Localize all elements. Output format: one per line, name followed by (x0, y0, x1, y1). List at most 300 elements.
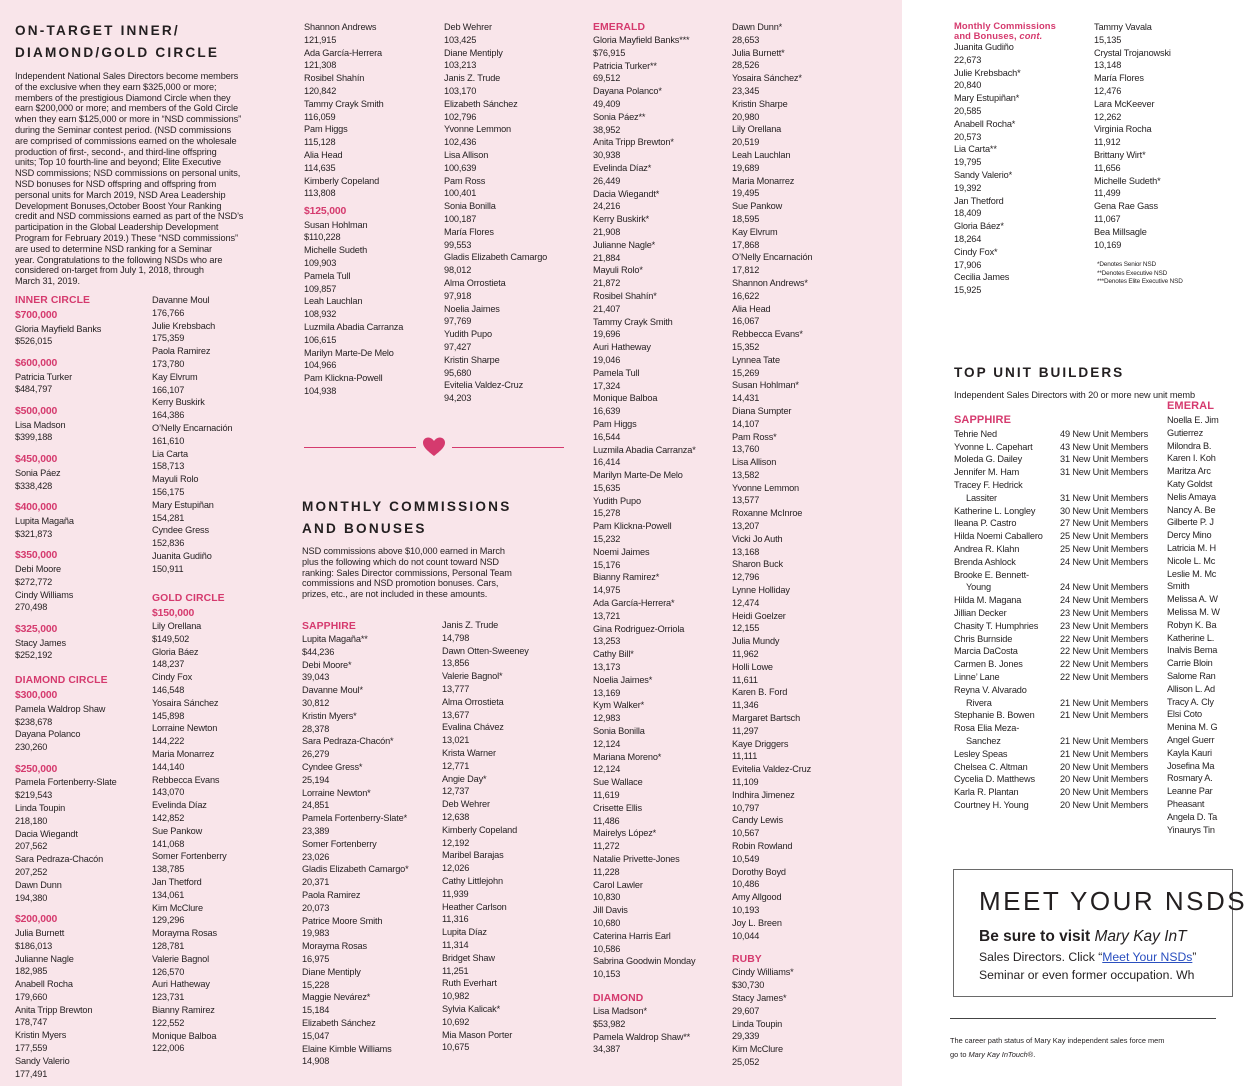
commission-amount: 20,840 (954, 80, 982, 91)
list-item (444, 328, 582, 354)
person-name: Dayana Polanco* (593, 86, 662, 97)
commission-amount: 12,474 (732, 597, 760, 608)
person-name: Davanne Moul* (302, 685, 363, 696)
person-name: Elizabeth Sánchez (444, 98, 518, 109)
person-name: Dawn Dunn* (732, 22, 783, 32)
person-name: Sonia Páez** (593, 111, 646, 122)
person-name: Diane Mentiply (302, 966, 361, 977)
person-name: Gena Rae Gass (1094, 201, 1158, 212)
commission-amount: 98,012 (444, 265, 472, 276)
director-name: Lesley Speas (954, 748, 1008, 759)
person-name: Lynne Holliday (732, 585, 790, 596)
person-name: Debi Moore (15, 563, 61, 574)
list-item (152, 448, 292, 474)
list-item (593, 802, 731, 828)
commission-amount: 10,692 (442, 1016, 470, 1027)
text-line: Angela D. Ta (1167, 811, 1218, 822)
column-3 (304, 21, 442, 398)
commission-amount: 23,389 (302, 825, 330, 836)
list-item (593, 316, 731, 342)
person-name: Yosaira Sánchez* (732, 73, 802, 84)
text-line: Inalvis Bema (1167, 645, 1218, 656)
cont-col-b (1094, 21, 1216, 287)
person-name: Bea Millsagle (1094, 226, 1147, 237)
person-name: Michelle Sudeth (304, 245, 368, 256)
commission-amount: 11,067 (1094, 213, 1121, 224)
person-name: Anita Tripp Brewton* (593, 137, 674, 148)
person-name: Carol Lawler (593, 879, 643, 890)
list-item (732, 405, 872, 431)
person-name: Kay Elvrum (732, 226, 778, 237)
intro-title-1: ON-TARGET INNER/ (15, 23, 180, 38)
footer-rule (950, 1018, 1216, 1019)
commission-amount: 11,962 (732, 649, 759, 660)
list-item (15, 1029, 150, 1055)
commission-amount: 22,673 (954, 54, 982, 65)
list-item (152, 748, 292, 774)
column-4 (444, 21, 582, 405)
list-item (954, 195, 1092, 221)
emerald-list (593, 34, 731, 981)
commission-amount: 12,983 (593, 713, 621, 724)
person-name: Somer Fortenberry (302, 838, 377, 849)
person-name: Juanita Gudiño (152, 550, 212, 561)
commission-amount: 18,409 (954, 208, 982, 219)
person-name: Robin Rowland (732, 841, 793, 851)
list-item (304, 98, 442, 124)
person-name: Kerry Buskirk* (593, 214, 650, 225)
commission-amount: 109,903 (304, 258, 337, 269)
tier-heading: $300,000 (15, 690, 58, 702)
person-name: Rosibel Shahín* (593, 290, 657, 301)
list-item (1094, 200, 1216, 226)
director-name: Hilda Noemi Caballero (954, 531, 1043, 542)
list-item (302, 633, 440, 659)
commission-amount: 10,153 (593, 969, 621, 980)
text-line: members of the prestigious Diamond Circle when they (15, 92, 231, 103)
list-item (593, 597, 731, 623)
footer-note: The career path status of Mary Kay independent sales force mem go to Mary Kay InTouch®. (950, 1036, 1165, 1059)
gold-circle-heading: GOLD CIRCLE (152, 592, 225, 604)
director-name: Katherine L. Longley (954, 505, 1036, 516)
list-item (732, 738, 872, 764)
list-item (593, 469, 731, 495)
commission-amount: 15,232 (593, 534, 621, 545)
person-name: Noemi Jaimes (593, 546, 650, 557)
person-name: Yvonne Lemmon (732, 482, 800, 493)
person-name: Julie Krebsbach* (954, 67, 1021, 78)
commission-amount: 128,781 (152, 940, 185, 951)
list-item (15, 1055, 150, 1081)
list-item (442, 773, 580, 799)
person-name: Crisette Ellis (593, 802, 642, 813)
list-item (152, 422, 292, 448)
person-name: Kristin Myers* (302, 710, 357, 721)
director-name: Chasity T. Humphries (954, 620, 1039, 631)
text-line: units; Top 10 fourth-line and beyond; Elite Executive (15, 157, 221, 168)
commission-amount: 104,938 (304, 386, 337, 397)
director-name: Stephanie B. Bowen (954, 710, 1035, 721)
inner-circle-heading: INNER CIRCLE (15, 295, 91, 306)
commission-amount: $186,013 (15, 940, 53, 951)
commission-amount: 21,884 (593, 252, 621, 263)
list-item (152, 697, 292, 723)
text-line: **Denotes Executive NSD (1097, 269, 1168, 277)
list-item (593, 776, 731, 802)
person-name: Paola Ramirez (152, 346, 211, 357)
person-name: Michelle Sudeth* (1094, 175, 1161, 186)
person-name: Cindy Fox* (954, 246, 998, 257)
commission-amount: 38,952 (593, 124, 621, 135)
text-line: are comprised of commissions earned on the wholesale (15, 135, 237, 146)
list-item (444, 277, 582, 303)
list-item (152, 722, 292, 748)
person-name: Alia Head (304, 149, 343, 160)
text-line: Development Bonuses,October Boost Your Ranking (15, 200, 222, 211)
person-name: Alma Orrostieta (444, 277, 506, 288)
commission-amount: 152,836 (152, 538, 185, 549)
commission-amount: 177,491 (15, 1068, 48, 1079)
commission-amount: 97,918 (444, 290, 472, 301)
person-name: Heather Carlson (442, 901, 507, 912)
commission-amount: 26,449 (593, 175, 621, 186)
list-item (444, 21, 582, 47)
commission-amount: $252,192 (15, 650, 53, 661)
commission-amount: 11,656 (1094, 162, 1121, 173)
person-name: Kimberly Copeland (442, 824, 518, 835)
director-name: Carmen B. Jones (954, 659, 1023, 670)
footnotes (1094, 261, 1216, 287)
unit-member-count: 31 New Unit Members (1060, 454, 1149, 465)
person-name: Maribel Barajas (442, 850, 504, 861)
list-item (442, 952, 580, 978)
person-name: Sonia Bonilla (593, 726, 645, 737)
unit-member-count: 20 New Unit Members (1060, 787, 1149, 798)
person-name: Alia Head (732, 303, 771, 314)
commission-amount: 109,857 (304, 283, 337, 294)
heart-icon (421, 436, 447, 458)
director-name: Karla R. Plantan (954, 787, 1019, 798)
commission-amount: $321,873 (15, 528, 53, 539)
diamond-list (593, 1005, 731, 1056)
list-item (304, 47, 442, 73)
list-item (593, 1005, 731, 1031)
person-name: María Flores (444, 226, 494, 237)
list-item (302, 659, 440, 685)
commission-amount: 11,499 (1094, 188, 1121, 199)
person-name: Dacia Wiegandt* (593, 188, 660, 199)
list-item (442, 798, 580, 824)
person-name: Julia Burnett (15, 927, 65, 938)
commission-amount: 12,124 (593, 738, 621, 749)
person-name: Kim McClure (732, 1044, 783, 1055)
commission-amount: 18,595 (732, 213, 760, 224)
text-line: Melissa M. W (1167, 606, 1220, 617)
list-item (15, 323, 150, 349)
tier-heading: $250,000 (15, 763, 58, 775)
list-item (1094, 226, 1216, 252)
inner-circle-list (15, 294, 150, 1080)
tier-heading: $500,000 (15, 406, 58, 418)
commission-amount: 20,519 (732, 137, 760, 148)
list-item (732, 482, 872, 508)
commission-amount: 141,068 (152, 838, 185, 849)
text-line: production of first-, second-, and third-line offspring (15, 146, 217, 157)
list-item (732, 966, 872, 992)
monthly-title-1: MONTHLY COMMISSIONS (302, 499, 512, 514)
person-name: Bianny Ramirez (152, 1004, 215, 1015)
commission-amount: 176,766 (152, 307, 185, 318)
tier-heading: $350,000 (15, 550, 58, 562)
person-name: Lupita Magaña** (302, 634, 368, 644)
tier-125000: $125,000 (304, 206, 347, 218)
person-name: Davanne Moul (152, 295, 210, 305)
commission-amount: 15,352 (732, 341, 760, 352)
list-item (1094, 98, 1216, 124)
commission-amount: 13,582 (732, 469, 760, 480)
person-name: Dawn Otten-Sweeney (442, 645, 529, 656)
person-name: Sonia Páez (15, 467, 61, 478)
commission-amount: 114,635 (304, 162, 336, 173)
unit-member-count: 23 New Unit Members (1060, 607, 1149, 618)
commission-amount: 161,610 (152, 435, 185, 446)
person-name: Tammy Crayk Smith (304, 98, 384, 109)
director-name: Ileana P. Castro (954, 518, 1017, 529)
commission-amount: 103,213 (444, 60, 477, 71)
person-name: Linda Toupin (732, 1018, 783, 1029)
list-item (302, 1043, 440, 1069)
list-item (152, 774, 292, 800)
list-item (954, 246, 1092, 272)
text-line: Allison L. Ad (1167, 683, 1215, 694)
unit-member-count: 27 New Unit Members (1060, 518, 1149, 529)
list-item (593, 1031, 731, 1057)
meet-your-nsds-box (953, 869, 1247, 997)
list-item (442, 849, 580, 875)
list-item (732, 507, 872, 533)
director-name: Cycelia D. Matthews (954, 774, 1035, 785)
director-name: Reyna V. Alvarado Rivera (954, 684, 1027, 708)
list-item (442, 1029, 580, 1055)
commission-amount: 11,316 (442, 914, 469, 925)
person-name: Cathy Bill* (593, 649, 634, 660)
person-name: Alma Orrostieta (442, 696, 504, 707)
commission-amount: 134,061 (152, 889, 185, 900)
unit-member-count: 24 New Unit Members (1060, 582, 1149, 593)
text-line: Dercy Mino (1167, 530, 1212, 541)
text-line: considered on-target from July 1, 2018, through (15, 265, 204, 276)
commission-amount: 11,297 (732, 725, 759, 736)
commission-amount: 13,577 (732, 495, 760, 506)
commission-amount: 99,553 (444, 239, 472, 250)
tub-sapphire-heading: SAPPHIRE (954, 413, 1012, 426)
person-name: Yosaira Sánchez (152, 697, 219, 708)
commission-amount: 16,622 (732, 290, 760, 301)
list-item (593, 60, 731, 86)
commission-amount: 12,124 (593, 764, 621, 775)
person-name: Maria Monarrez (152, 749, 215, 759)
commission-amount: 182,985 (15, 966, 48, 977)
monthly-section (302, 496, 572, 600)
list-item (304, 321, 442, 347)
text-line: Karen I. Koh (1167, 453, 1216, 464)
commission-amount: 270,498 (15, 602, 48, 613)
list-item (1094, 175, 1216, 201)
list-item (593, 85, 731, 111)
commission-amount: 17,906 (954, 259, 982, 270)
commission-amount: 11,611 (732, 674, 758, 685)
list-item (593, 623, 731, 649)
person-name: Mayuli Rolo* (593, 265, 643, 276)
list-item (732, 558, 872, 584)
list-item (1094, 72, 1216, 98)
list-item (304, 347, 442, 373)
list-item (304, 21, 442, 47)
person-name: Sharon Buck (732, 559, 783, 570)
commission-amount: 106,615 (304, 334, 337, 345)
list-item (442, 696, 580, 722)
tier-heading: $700,000 (15, 310, 58, 321)
person-name: Patrice Moore Smith (302, 915, 383, 926)
list-item (732, 686, 872, 712)
person-name: Margaret Bartsch (732, 713, 801, 724)
commission-amount: 10,549 (732, 853, 760, 864)
person-name: Lupita Magaña (15, 515, 74, 526)
person-name: Krista Warner (442, 747, 496, 758)
text-line: Katy Goldst (1167, 478, 1213, 489)
commission-amount: 126,570 (152, 966, 185, 977)
list-item (954, 118, 1092, 144)
cont-list-a (954, 41, 1092, 297)
person-name: Gina Rodriguez-Orriola (593, 623, 685, 634)
person-name: Rosibel Shahín (304, 73, 365, 84)
meet-your-nsds-link[interactable]: Meet Your NSDs (1102, 950, 1193, 964)
commission-amount: 108,932 (304, 309, 337, 320)
list-item (593, 136, 731, 162)
list-item (444, 200, 582, 226)
commission-amount: 16,975 (302, 953, 330, 964)
person-name: Stacy James (15, 637, 66, 648)
unit-member-count: 20 New Unit Members (1060, 761, 1149, 772)
meet-title: MEET YOUR NSDS (979, 886, 1247, 916)
commission-amount: 97,427 (444, 341, 472, 352)
commission-amount: 103,425 (444, 34, 477, 45)
list-item (732, 200, 872, 226)
unit-member-count: 21 New Unit Members (1060, 710, 1149, 721)
list-item (593, 853, 731, 879)
column-2 (152, 294, 292, 1055)
commission-amount: 158,713 (152, 461, 185, 472)
list-item (152, 978, 292, 1004)
text-line: Kayla Kauri (1167, 747, 1212, 758)
list-item (444, 123, 582, 149)
person-name: Evalina Chávez (442, 722, 504, 733)
commission-amount: 13,207 (732, 521, 760, 532)
person-name: Lily Orellana (152, 621, 202, 632)
list-item (152, 524, 292, 550)
commission-amount: 13,021 (442, 735, 470, 746)
list-item (593, 648, 731, 674)
unit-member-count: 20 New Unit Members (1060, 774, 1149, 785)
commission-amount: 13,148 (1094, 60, 1122, 71)
commission-amount: 11,111 (732, 751, 758, 762)
commission-amount: 121,915 (304, 34, 337, 45)
commission-amount: 138,785 (152, 864, 185, 875)
person-name: Sue Wallace (593, 777, 643, 788)
diamond-heading: DIAMOND (593, 992, 644, 1004)
list-item (444, 149, 582, 175)
person-name: Lily Orellana (732, 124, 782, 135)
person-name: Julia Mundy (732, 636, 780, 647)
text-line: Angel Guerr (1167, 734, 1215, 745)
text-line: Melissa A. W (1167, 594, 1218, 605)
list-item (593, 495, 731, 521)
diamond-circle-heading: DIAMOND CIRCLE (15, 675, 108, 687)
list-item (593, 827, 731, 853)
list-item (1094, 123, 1216, 149)
person-name: Auri Hatheway (593, 342, 651, 353)
list-item (444, 98, 582, 124)
text-line: credit and NSD commissions earned as part of the NSD’s (15, 211, 244, 222)
person-name: Leah Lauchlan (732, 149, 791, 160)
list-item (593, 341, 731, 367)
commission-amount: $484,797 (15, 384, 53, 395)
commission-amount: 230,260 (15, 742, 48, 753)
list-item (152, 902, 292, 928)
inner-circle-groups (15, 310, 150, 662)
commission-amount: 29,339 (732, 1031, 760, 1042)
director-name: Tehrie Ned (954, 428, 997, 439)
person-name: Auri Hatheway (152, 979, 210, 990)
person-name: Dorothy Boyd (732, 866, 786, 877)
director-name: Jillian Decker (954, 607, 1007, 618)
commission-amount: 14,107 (732, 418, 760, 429)
person-name: Ada García-Herrera* (593, 598, 675, 609)
text-line: Independent National Sales Directors become members (15, 71, 239, 81)
person-name: Pam Higgs (304, 124, 348, 135)
list-item (442, 721, 580, 747)
person-name: Maggie Nevárez* (302, 992, 371, 1003)
commission-amount: 24,216 (593, 201, 621, 212)
person-name: Valerie Bagnol (152, 953, 209, 964)
person-name: Pamela Fortenberry-Slate* (302, 813, 408, 824)
unit-member-count: 49 New Unit Members (1060, 428, 1149, 439)
commission-amount: 11,228 (593, 866, 620, 877)
person-name: Juanita Gudiño (954, 42, 1014, 52)
commission-amount: 13,856 (442, 658, 470, 669)
list-item (442, 901, 580, 927)
list-item (593, 751, 731, 777)
person-name: Cyndee Gress* (302, 761, 363, 772)
person-name: Leah Lauchlan (304, 296, 363, 307)
person-name: Pamela Fortenberry-Slate (15, 777, 117, 788)
monthly-body (302, 546, 572, 600)
commission-amount: 11,939 (442, 888, 469, 899)
unit-member-count: 22 New Unit Members (1060, 646, 1149, 657)
list-item (152, 1004, 292, 1030)
list-item (444, 47, 582, 73)
commission-amount: 177,559 (15, 1043, 48, 1054)
list-item (152, 799, 292, 825)
commission-amount: 11,314 (442, 939, 469, 950)
unit-member-count: 23 New Unit Members (1060, 620, 1149, 631)
commission-amount: $76,915 (593, 47, 626, 58)
list-item (593, 188, 731, 214)
commission-amount: 15,278 (593, 508, 621, 519)
col6-list (732, 21, 872, 942)
list-item (732, 226, 872, 252)
list-item (15, 515, 150, 541)
